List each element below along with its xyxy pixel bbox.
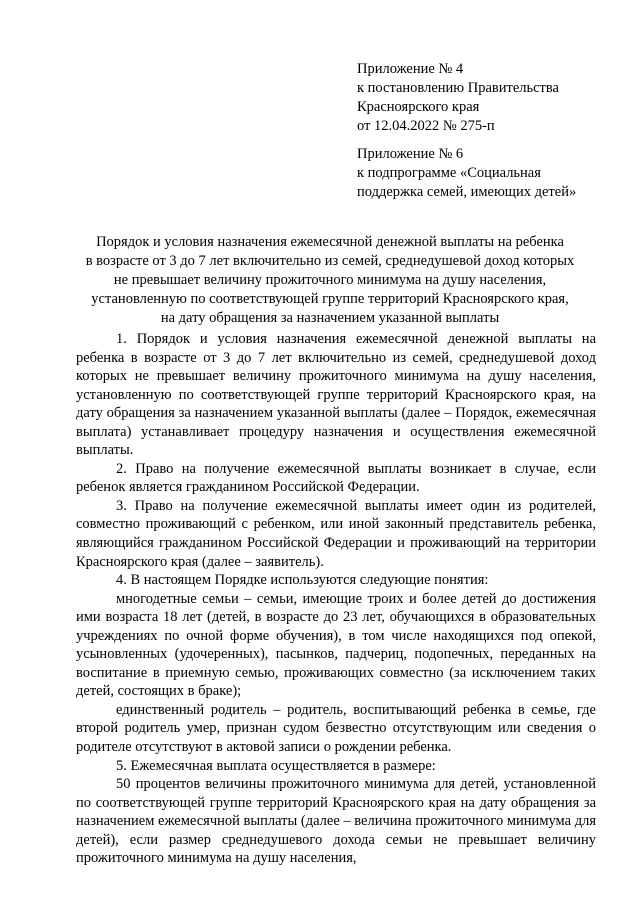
appendix-number: Приложение № 6 (357, 146, 464, 162)
appendix-reference: к постановлению Правительства (357, 80, 559, 96)
definition-single-parent: единственный родитель – родитель, воспитывающий ребенка в семье, где второй родитель умер, признан судом безвестно отсутствующим или сведения о родителе отсутствуют в актовой записи о рождении ребенка. (76, 701, 596, 756)
appendix-reference: к подпрограмме «Социальная (357, 165, 541, 181)
paragraph-1: 1. Порядок и условия назначения ежемесячной денежной выплаты на ребенка в возрасте от 3 до 7 лет включительно из семей, среднедушевой доход которых не превышает величину прожиточного минимума на душу населения, установленную по соответствующей группе территорий Красноярского края, на дату обращения за назначением указанной выплаты (далее – Порядок, ежемесячная выплата) устанавливает процедуру назначения и осуществления ежемесячной выплаты. (76, 331, 596, 459)
document-title (60, 233, 600, 328)
title-line: на дату обращения за назначением указанной выплаты (160, 310, 500, 326)
appendix-header-subprogram (357, 145, 627, 202)
paragraph-5: 5. Ежемесячная выплата осуществляется в размере: (116, 757, 436, 774)
appendix-subprogram-name: поддержка семей, имеющих детей» (357, 184, 577, 200)
document-body (76, 330, 596, 868)
title-line: не превышает величину прожиточного минимума на душу населения, (113, 272, 547, 288)
appendix-date-number: от 12.04.2022 № 275-п (357, 118, 495, 134)
paragraph-4: 4. В настоящем Порядке используются следующие понятия: (116, 572, 489, 589)
payment-amount-clause: 50 процентов величины прожиточного минимума для детей, установленной по соответствующей группе территорий Красноярского края на дату обращения за назначением ежемесячной выплаты (далее – величина прожиточного минимума для детей), если размер среднедушевого дохода семьи не превышает величину прожиточного минимума на душу населения, (76, 776, 596, 867)
definition-large-families: многодетные семьи – семьи, имеющие троих и более детей до достижения ими возраста 18 лет (детей, в возрасте до 23 лет, обучающихся в образовательных учреждениях по очной форме обучения), в том числе находящихся под опекой, усыновленных (удочеренных), пасынков, падчериц, подопечных, переданных на воспитание в приемную семью, проживающих совместно (за исключением таких детей, состоящих в браке); (76, 590, 596, 700)
paragraph-2: 2. Право на получение ежемесячной выплаты возникает в случае, если ребенок является гражданином Российской Федерации. (76, 460, 596, 496)
title-line: установленную по соответствующей группе территорий Красноярского края, (91, 291, 569, 307)
appendix-number: Приложение № 4 (357, 61, 464, 77)
appendix-region: Красноярского края (357, 99, 480, 115)
title-line: в возрасте от 3 до 7 лет включительно из семей, среднедушевой доход которых (85, 253, 575, 269)
title-line: Порядок и условия назначения ежемесячной денежной выплаты на ребенка (96, 234, 564, 250)
paragraph-3: 3. Право на получение ежемесячной выплаты имеет один из родителей, совместно проживающий с ребенком, или иной законный представитель ребенка, являющийся гражданином Российской Федерации и проживающий на территории Красноярского края (далее – заявитель). (76, 497, 596, 570)
appendix-header-resolution (357, 60, 627, 136)
